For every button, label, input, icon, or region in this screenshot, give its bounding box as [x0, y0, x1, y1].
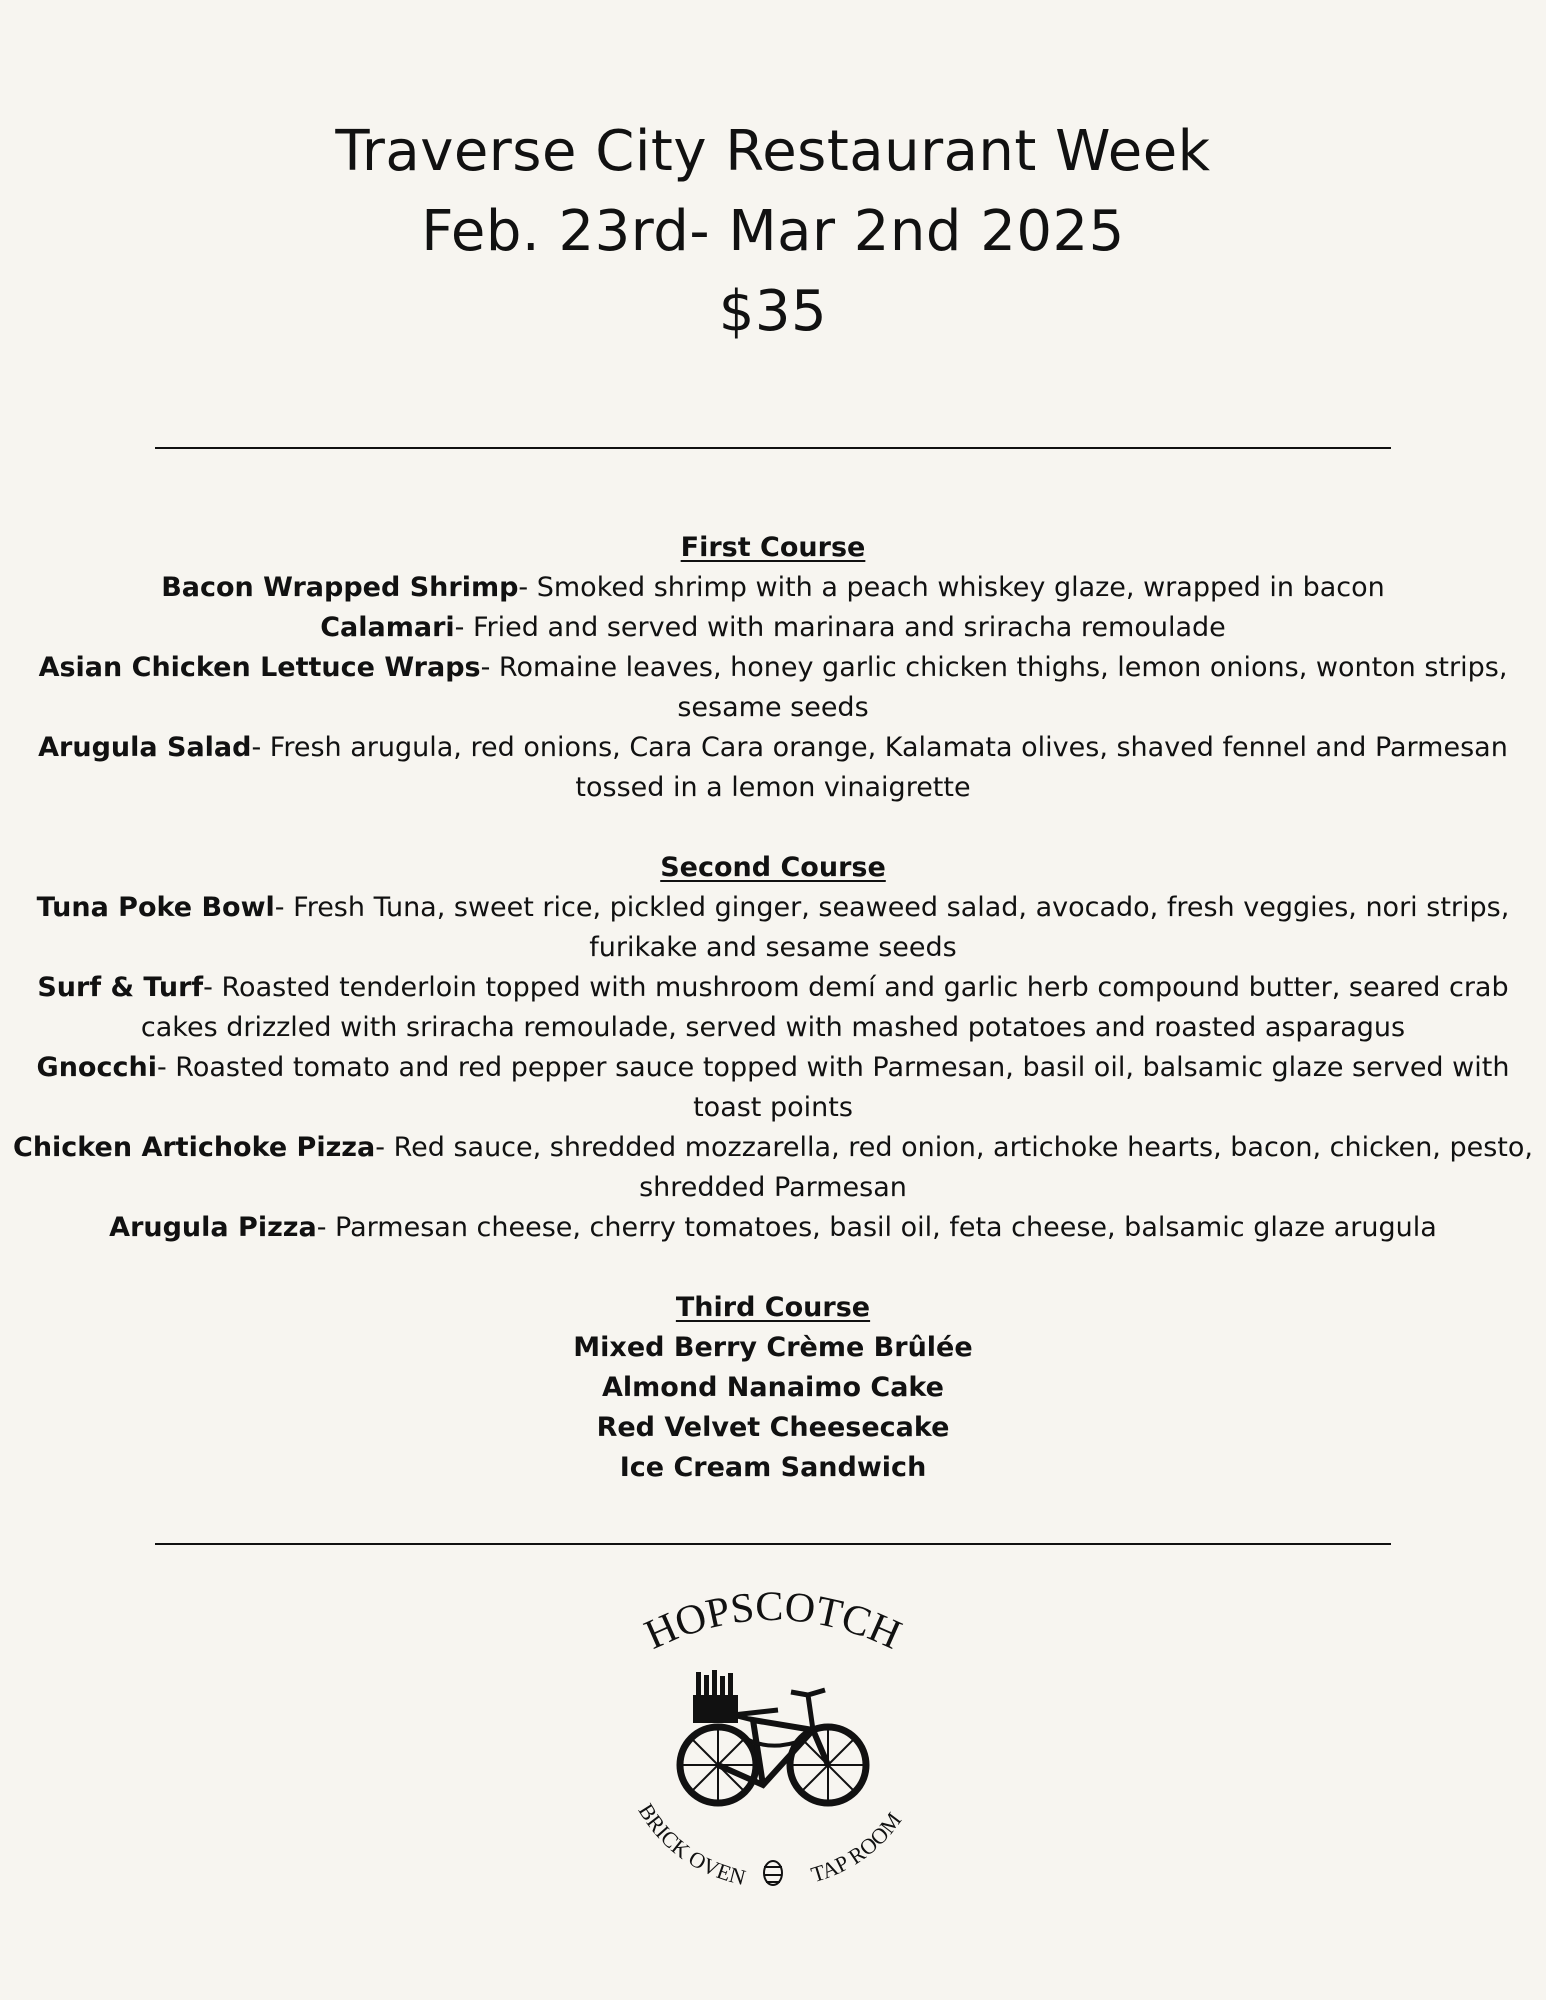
menu-item — [0, 728, 1546, 808]
item-name: Arugula Pizza — [109, 1212, 317, 1243]
item-name: Arugula Salad — [38, 732, 252, 763]
menu-item — [0, 1048, 1546, 1128]
second-course-title: Second Course — [660, 852, 886, 883]
event-price: $35 — [718, 279, 828, 344]
menu-item — [0, 1208, 1546, 1248]
second-course-section — [0, 848, 1546, 1248]
bottom-divider — [155, 1543, 1391, 1545]
item-description: - Fresh Tuna, sweet rice, pickled ginger, seaweed salad, avocado, fresh veggies, nori strips, furikake and sesame seeds — [274, 892, 1510, 963]
first-course-title: First Course — [680, 532, 866, 563]
logo-left-text: BRICK OVEN — [633, 1799, 749, 1891]
item-name: Bacon Wrapped Shrimp — [161, 572, 519, 603]
logo-right-text: TAP ROOM — [808, 1807, 907, 1888]
item-description: - Parmesan cheese, cherry tomatoes, basil oil, feta cheese, balsamic glaze arugula — [316, 1212, 1437, 1243]
item-description: - Roasted tomato and red pepper sauce topped with Parmesan, basil oil, balsamic glaze served with toast points — [156, 1052, 1510, 1123]
item-description: - Roasted tenderloin topped with mushroom demí and garlic herb compound butter, seared crab cakes drizzled with sriracha remoulade, served with mashed potatoes and roasted asparagus — [140, 972, 1509, 1043]
dessert-item: Almond Nanaimo Cake — [602, 1372, 944, 1403]
item-name: Gnocchi — [36, 1052, 157, 1083]
bottle-crate-icon — [693, 1670, 738, 1723]
item-description: - Fresh arugula, red onions, Cara Cara orange, Kalamata olives, shaved fennel and Parmesan tossed in a lemon vinaigrette — [251, 732, 1508, 803]
item-name: Surf & Turf — [37, 972, 204, 1003]
logo-name: HOPSCOTCH — [638, 1583, 908, 1659]
menu-item — [0, 648, 1546, 728]
hopscotch-logo — [613, 1580, 933, 1900]
menu-item — [0, 608, 1546, 648]
third-course-title: Third Course — [675, 1292, 871, 1323]
item-name: Tuna Poke Bowl — [36, 892, 275, 923]
item-description: - Red sauce, shredded mozzarella, red onion, artichoke hearts, bacon, chicken, pesto, shredded Parmesan — [375, 1132, 1533, 1203]
menu-header — [0, 112, 1546, 352]
first-course-section — [0, 528, 1546, 808]
item-description: - Fried and served with marinara and sriracha remoulade — [454, 612, 1226, 643]
event-dates: Feb. 23rd- Mar 2nd 2025 — [421, 199, 1125, 264]
item-name: Chicken Artichoke Pizza — [13, 1132, 376, 1163]
item-name: Calamari — [320, 612, 455, 643]
hop-icon — [764, 1861, 782, 1885]
top-divider — [155, 447, 1391, 449]
dessert-item: Red Velvet Cheesecake — [596, 1412, 950, 1443]
item-description: - Romaine leaves, honey garlic chicken thighs, lemon onions, wonton strips, sesame seeds — [480, 652, 1508, 723]
dessert-item: Mixed Berry Crème Brûlée — [573, 1332, 973, 1363]
third-course-section — [0, 1288, 1546, 1488]
menu-item — [0, 568, 1546, 608]
item-name: Asian Chicken Lettuce Wraps — [38, 652, 481, 683]
menu-item — [0, 968, 1546, 1048]
menu-item — [0, 888, 1546, 968]
event-title: Traverse City Restaurant Week — [335, 119, 1211, 184]
dessert-item: Ice Cream Sandwich — [619, 1452, 927, 1483]
menu-body — [0, 528, 1546, 1528]
menu-item — [0, 1128, 1546, 1208]
item-description: - Smoked shrimp with a peach whiskey glaze, wrapped in bacon — [518, 572, 1385, 603]
